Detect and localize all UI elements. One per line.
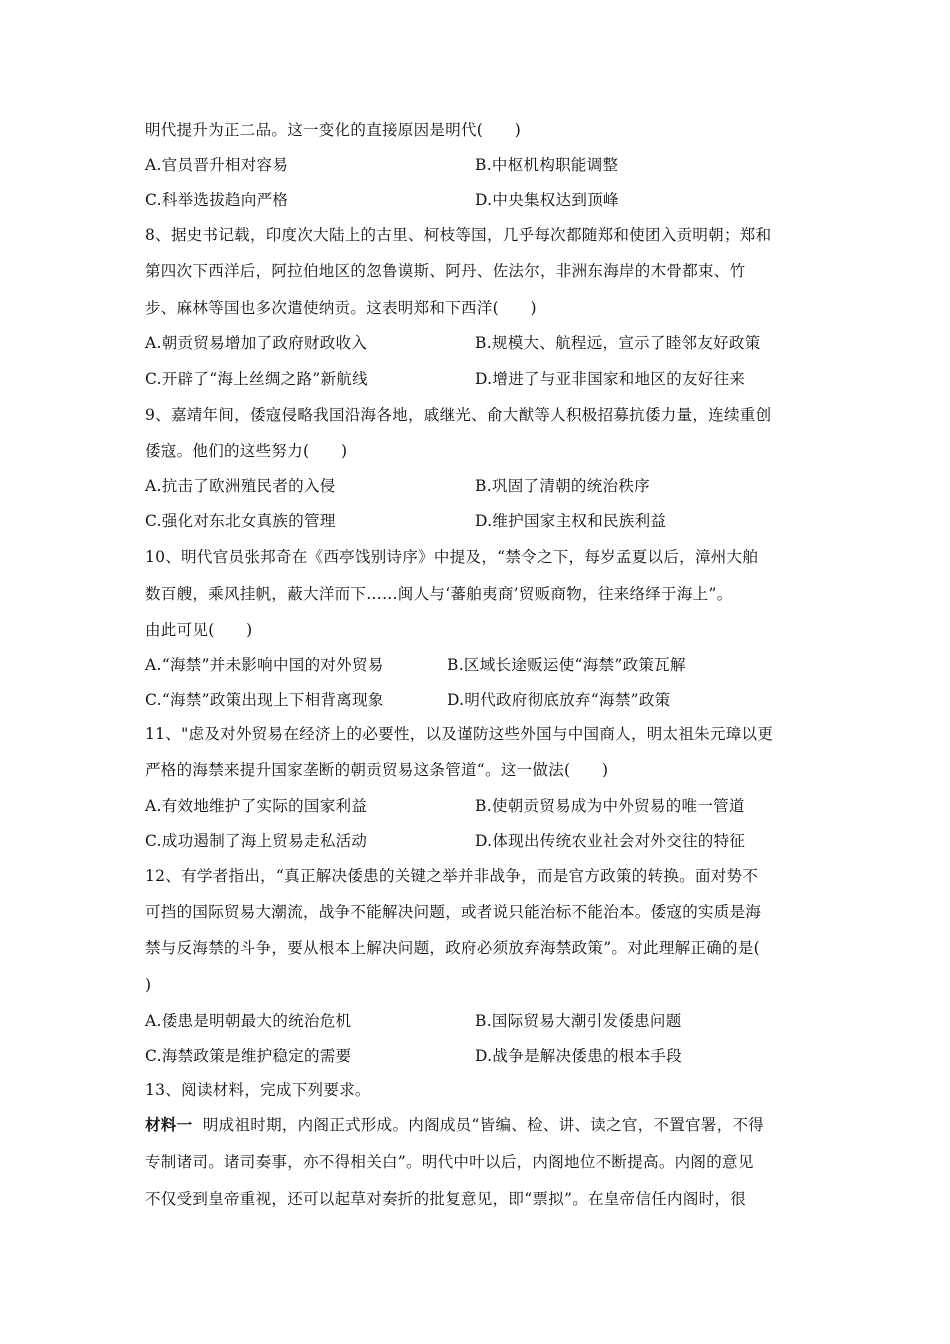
q12-stem-line-3: 禁与反海禁的斗争，要从根本上解决问题，政府必须放弃海禁政策”。对此理解正确的是( [145,939,760,957]
q7-option-d: D.中央集权达到顶峰 [475,191,619,209]
q10-stem-line-1: 10、明代官员张邦奇在《西亭饯别诗序》中提及，“禁令之下，每岁孟夏以后，漳州大舶 [145,548,759,566]
material-label: 材料一 [145,1115,193,1134]
q12-stem-line-4: ) [145,976,152,994]
q9-option-d: D.维护国家主权和民族利益 [475,512,667,530]
q7-option-c: C.科举选拔趋向严格 [145,191,289,209]
q11-option-b: B.使朝贡贸易成为中外贸易的唯一管道 [475,797,745,815]
q10-stem-line-3: 由此可见( ) [145,621,253,639]
q9-option-c: C.强化对东北女真族的管理 [145,512,336,530]
q12-option-d: D.战争是解决倭患的根本手段 [475,1047,683,1065]
q12-option-a: A.倭患是明朝最大的统治危机 [145,1012,352,1030]
q8-stem-line-3: 步、麻林等国也多次遣使纳贡。这表明郑和下西洋( ) [145,299,537,317]
q9-option-b: B.巩固了清朝的统治秩序 [475,477,650,495]
q11-option-a: A.有效地维护了实际的国家利益 [145,797,368,815]
q9-stem-line-2: 倭寇。他们的这些努力( ) [145,442,348,460]
q7-stem-tail: 明代提升为正二品。这一变化的直接原因是明代( ) [145,121,522,139]
q11-stem-line-2: 严格的海禁来提升国家垄断的朝贡贸易这条管道“。这一做法( ) [145,761,609,779]
q12-option-c: C.海禁政策是维护稳定的需要 [145,1047,352,1065]
q11-option-c: C.成功遏制了海上贸易走私活动 [145,832,368,850]
q10-stem-line-2: 数百艘，乘风挂帆，蔽大洋而下……闽人与‘蕃舶夷商’贸贩商物，往来络绎于海上”。 [145,585,733,603]
q8-option-d: D.增进了与亚非国家和地区的友好往来 [475,370,746,388]
q8-option-b: B.规模大、航程远，宣示了睦邻友好政策 [475,334,761,352]
q13-material-line-1 [145,1115,764,1135]
q7-option-a: A.官员晋升相对容易 [145,156,289,174]
q8-option-a: A.朝贡贸易增加了政府财政收入 [145,334,368,352]
q11-stem-line-1: 11、"虑及对外贸易在经济上的必要性，以及谨防这些外国与中国商人，明太祖朱元璋以更 [145,725,774,743]
q13-material-line-2: 专制诸司。诸司奏事，亦不得相关白”。明代中叶以后，内阁地位不断提高。内阁的意见 [145,1153,754,1171]
q13-prompt: 13、阅读材料，完成下列要求。 [145,1081,371,1099]
q9-stem-line-1: 9、嘉靖年间，倭寇侵略我国沿海各地，戚继光、俞大猷等人积极招募抗倭力量，连续重创 [145,406,772,424]
q8-option-c: C.开辟了“海上丝绸之路”新航线 [145,370,368,388]
q13-material-line-3: 不仅受到皇帝重视，还可以起草对奏折的批复意见，即“票拟”。在皇帝信任内阁时，很 [145,1190,747,1208]
q10-option-a: A.“海禁”并未影响中国的对外贸易 [145,656,384,674]
material-text-1: 明成祖时期，内阁正式形成。内阁成员“皆编、检、讲、读之官，不置官署，不得 [202,1116,765,1134]
q8-stem-line-1: 8、据史书记载，印度次大陆上的古里、柯枝等国，几乎每次都随郑和使团入贡明朝；郑和 [145,226,772,244]
q11-option-d: D.体现出传统农业社会对外交往的特征 [475,832,746,850]
q12-option-b: B.国际贸易大潮引发倭患问题 [475,1012,682,1030]
q12-stem-line-1: 12、有学者指出，“真正解决倭患的关键之举并非战争，而是官方政策的转换。面对势不 [145,867,759,885]
q8-stem-line-2: 第四次下西洋后，阿拉伯地区的忽鲁谟斯、阿丹、佐法尔，非洲东海岸的木骨都束、竹 [145,262,746,280]
q10-option-c: C.“海禁”政策出现上下相背离现象 [145,691,384,709]
q7-option-b: B.中枢机构职能调整 [475,156,619,174]
q10-option-d: D.明代政府彻底放弃“海禁”政策 [447,691,671,709]
q10-option-b: B.区域长途贩运使“海禁”政策瓦解 [447,656,686,674]
q9-option-a: A.抗击了欧洲殖民者的入侵 [145,477,336,495]
q12-stem-line-2: 可挡的国际贸易大潮流，战争不能解决问题，或者说只能治标不能治本。倭寇的实质是海 [145,903,762,921]
